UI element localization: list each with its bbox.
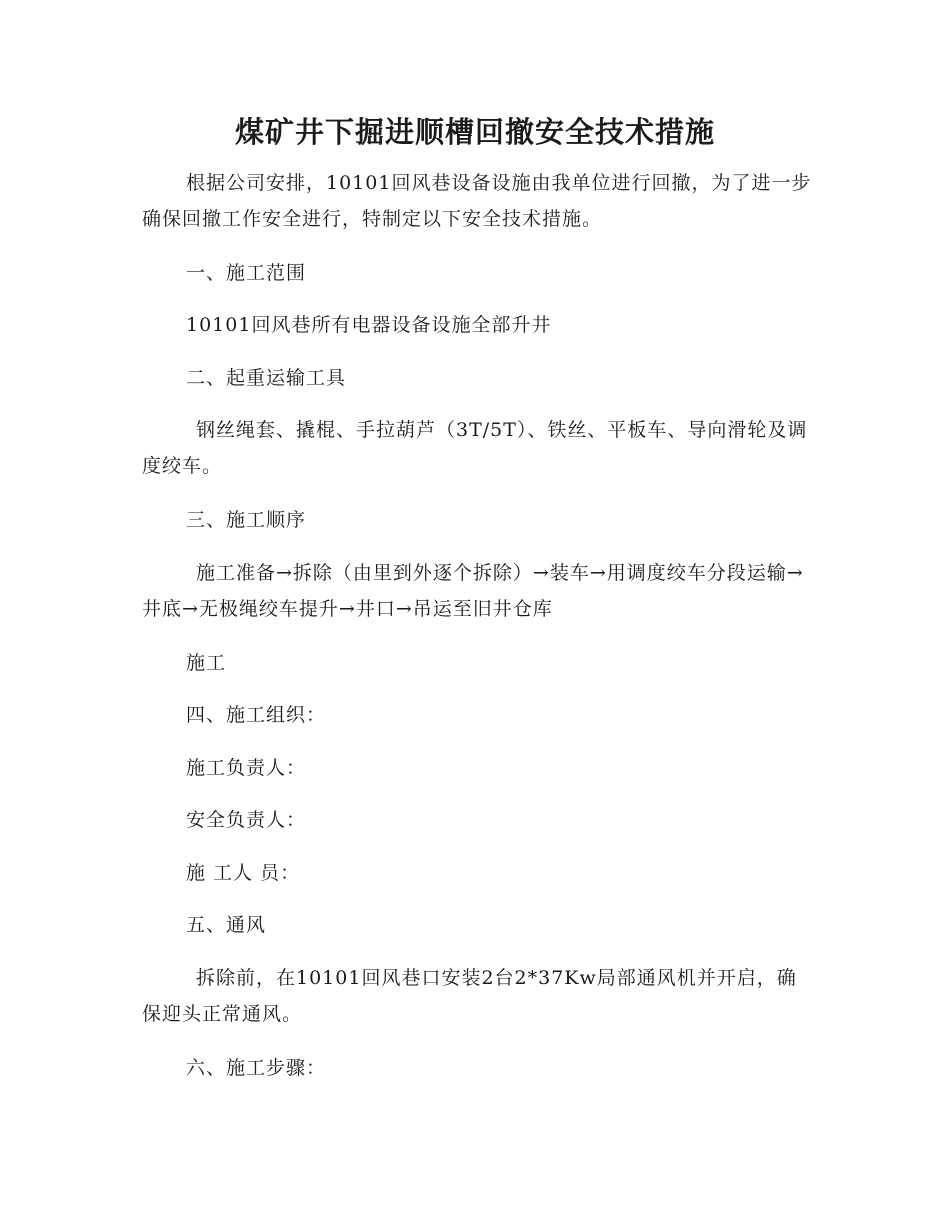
- section5-heading: 五、通风: [186, 914, 267, 936]
- section2-text: 钢丝绳套、撬棍、手拉葫芦（3T/5T）、铁丝、平板车、导向滑轮及调度绞车。: [142, 419, 808, 477]
- section3-text: 施工准备→拆除（由里到外逐个拆除）→装车→用调度绞车分段运输→井底→无极绳绞车提升→井口→吊运至旧井仓库: [142, 562, 804, 620]
- section4-heading: 四、施工组织：: [186, 704, 327, 726]
- section1-text: 10101回风巷所有电器设备设施全部升井: [186, 314, 552, 336]
- section1-heading: 一、施工范围: [186, 262, 307, 284]
- section4-safety: 安全负责人：: [186, 809, 307, 831]
- section4-lead: 施工负责人：: [186, 757, 307, 779]
- section2-heading: 二、起重运输工具: [186, 367, 347, 389]
- section6-heading: 六、施工步骤：: [186, 1057, 327, 1079]
- intro-paragraph: 根据公司安排，10101回风巷设备设施由我单位进行回撤，为了进一步确保回撤工作安全进行，特制定以下安全技术措施。: [142, 172, 812, 230]
- section3-heading: 三、施工顺序: [186, 509, 307, 531]
- document-title: 煤矿井下掘进顺槽回撤安全技术措施: [234, 115, 715, 149]
- section5-text: 拆除前，在10101回风巷口安装2台2*37Kw局部通风机并开启，确保迎头正常通风。: [142, 967, 797, 1025]
- section4-staff: 施 工人 员：: [186, 862, 301, 884]
- section3-tail: 施工: [186, 652, 227, 674]
